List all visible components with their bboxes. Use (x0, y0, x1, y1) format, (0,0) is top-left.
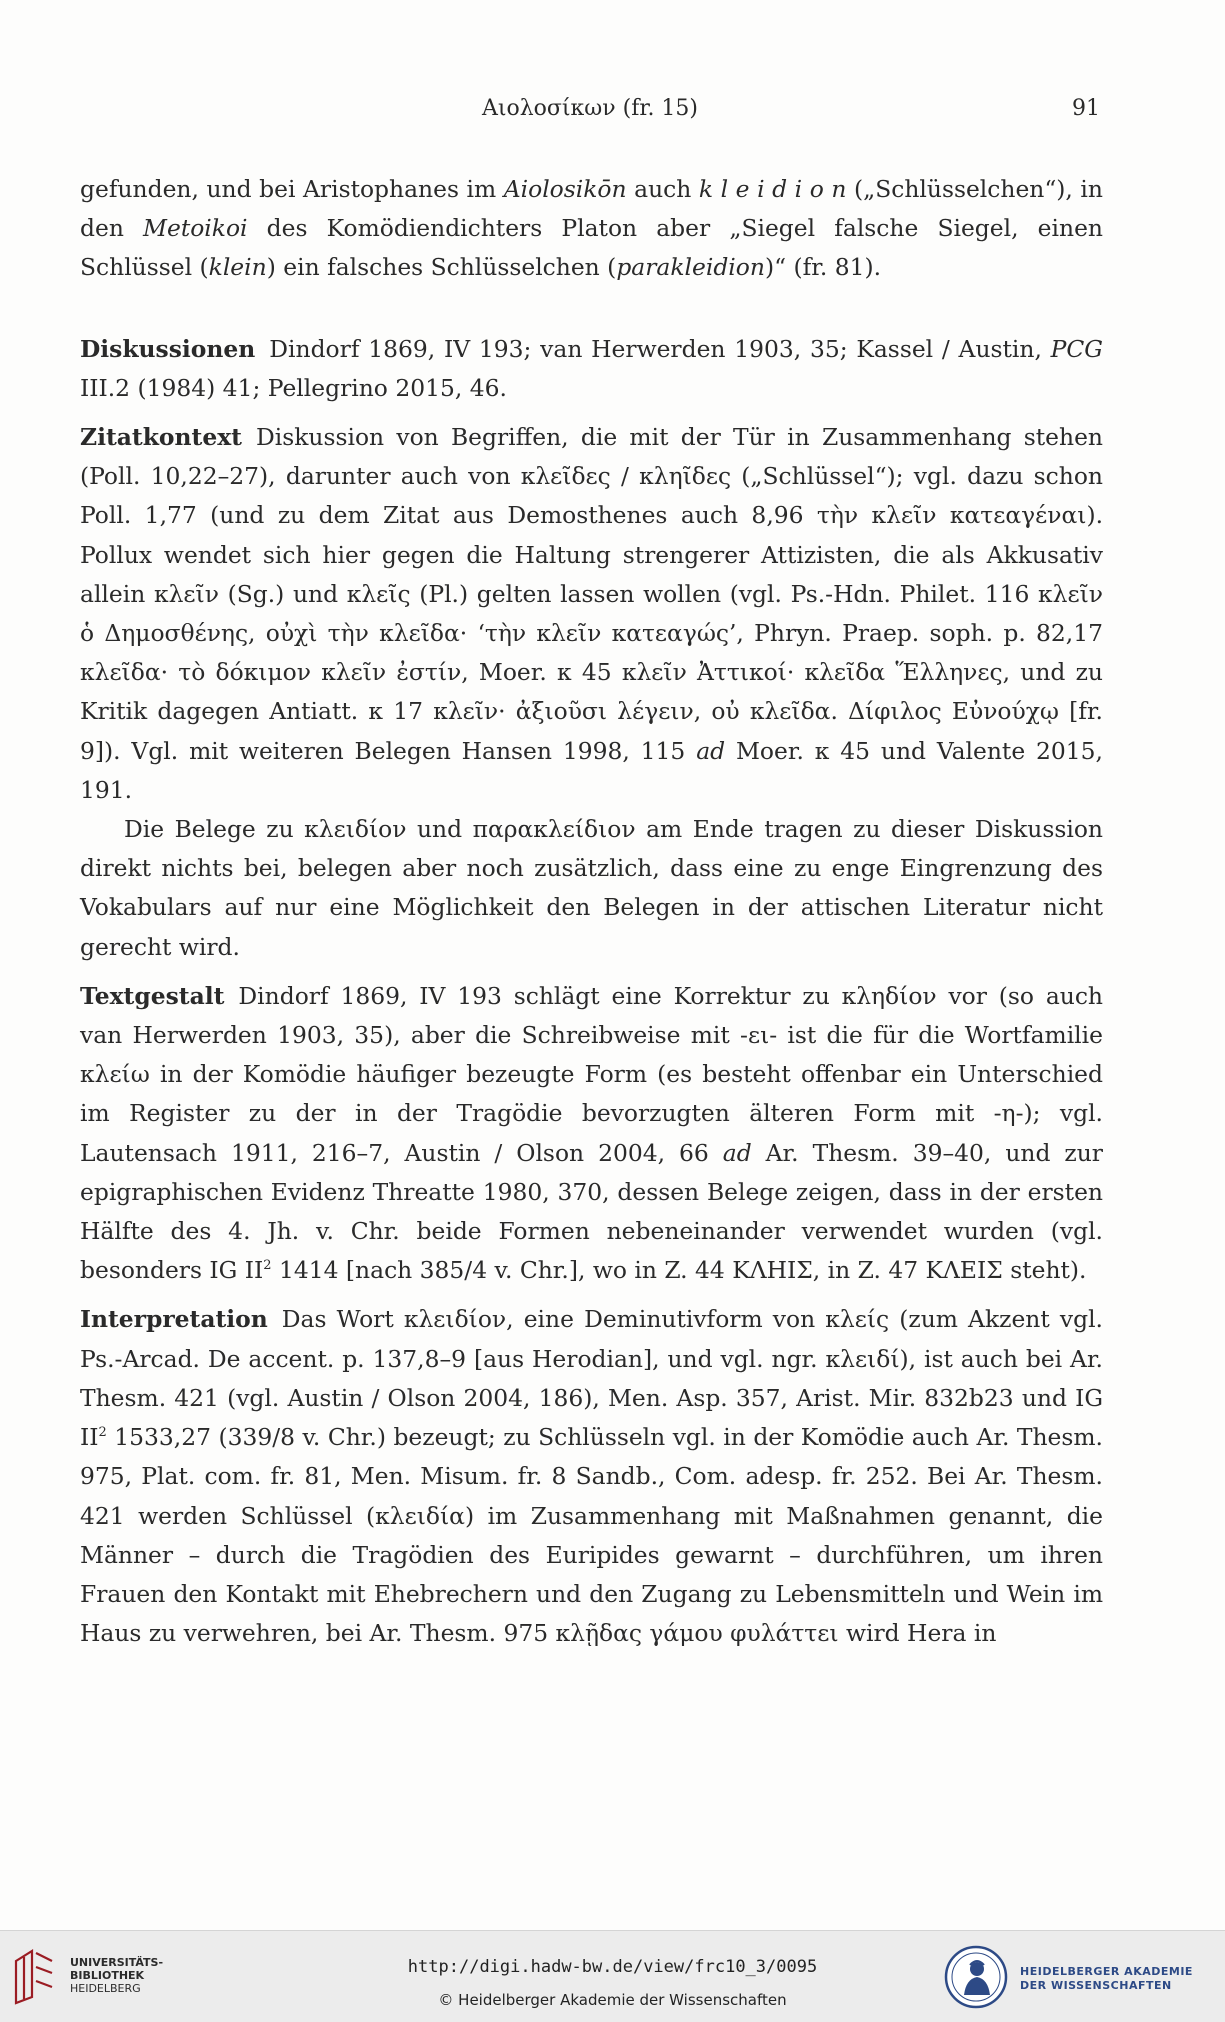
page-body (80, 170, 1103, 1653)
running-head (80, 96, 1100, 128)
zitatkontext-paragraph-2: Die Belege zu κλειδίον und παρακλείδιον am Ende tragen zu dieser Diskussion direkt nichts bei, belegen aber noch zusätzlich, dass eine zu enge Eingrenzung des Vokabulars auf nur eine Möglichkeit den Belegen in der attischen Literatur nicht gerecht wird. (80, 815, 1103, 961)
permalink-url[interactable]: http://digi.hadw-bw.de/view/frc10_3/0095 (407, 1957, 818, 1977)
academy-name: HEIDELBERGER AKADEMIE DER WISSENSCHAFTEN (1020, 1965, 1193, 1992)
running-title: Αιολοσίκων (fr. 15) (481, 96, 699, 121)
section-textgestalt: Textgestalt Dindorf 1869, IV 193 schlägt eine Korrektur zu κληδίον vor (so auch van Herwerden 1903, 35), aber die Schreibweise mit -ει- ist die für die Wortfamilie κλείω in der Komödie häufiger bezeugte Form (es besteht offenbar ein Unterschied im Register zu der in der Tragödie bevorzugten älteren Form mit -η-); vgl. Lautensach 1911, 216–7, Austin / Olson 2004, 66 ad Ar. Thesm. 39–40, und zur epigraphischen Evidenz Threatte 1980, 370, dessen Belege zeigen, dass in der ersten Hälfte des 4. Jh. v. Chr. beide Formen nebeneinander verwendet wurden (vgl. besonders IG $II^2$ 1414 [nach 385/4 v. Chr.], wo in Z. 44 ΚΛΗΙΣ, in Z. 47 ΚΛΕΙΣ steht). (80, 981, 1103, 1285)
academy-seal-icon[interactable] (944, 1945, 1008, 2009)
intro-paragraph: gefunden, und bei Aristophanes im Aiolosikōn auch k l e i d i o n („Schlüsselchen“), in den Metoikoi des Komödiendichters Platon aber „Siegel falsche Siegel, einen Schlüssel (klein) ein falsches Schlüsselchen (parakleidion)“ (fr. 81). (80, 175, 1103, 282)
section-diskussionen: Diskussionen Dindorf 1869, IV 193; van Herwerden 1903, 35; Kassel / Austin, PCG III.2 (1984) 41; Pellegrino 2015, 46. (80, 334, 1103, 402)
page-number: 91 (1072, 96, 1100, 121)
copyright-notice: © Heidelberger Akademie der Wissenschaften (438, 1991, 787, 2009)
viewer-footer (0, 1930, 1225, 2022)
section-label: Textgestalt (80, 981, 225, 1010)
section-zitatkontext: Zitatkontext Diskussion von Begriffen, die mit der Tür in Zusammenhang stehen (Poll. 10,22–27), darunter auch von κλεῖδες / κληῖδες („Schlüssel“); vgl. dazu schon Poll. 1,77 (und zu dem Zitat aus Demosthenes auch 8,96 τὴν κλεῖν κατεαγέναι). Pollux wendet sich hier gegen die Haltung strengerer Attizisten, die als Akkusativ allein κλεῖν (Sg.) und κλεῖς (Pl.) gelten lassen wollen (vgl. Ps.-Hdn. Philet. 116 κλεῖν ὁ Δημοσθένης, οὐχὶ τὴν κλεῖδα· ‘τὴν κλεῖν κατεαγώς’, Phryn. Praep. soph. p. 82,17 κλεῖδα· τὸ δόκιμον κλεῖν ἐστίν, Moer. κ 45 κλεῖν Ἀττικοί· κλεῖδα Ἕλληνες, und zu Kritik dagegen Antiatt. κ 17 κλεῖν· ἀξιοῦσι λέγειν, οὐ κλεῖδα. Δίφιλος Εὐνούχῳ [fr. 9]). Vgl. mit weiteren Belegen Hansen 1998, 115 ad Moer. κ 45 und Valente 2015, 191. (80, 423, 1103, 804)
section-label: Zitatkontext (80, 423, 242, 452)
section-label: Interpretation (80, 1305, 268, 1334)
section-label: Diskussionen (80, 334, 256, 363)
section-interpretation: Interpretation Das Wort κλειδίον, eine Deminutivform von κλείς (zum Akzent vgl. Ps.-Arcad. De accent. p. 137,8–9 [aus Herodian], und vgl. ngr. κλειδί), ist auch bei Ar. Thesm. 421 (vgl. Austin / Olson 2004, 186), Men. Asp. 357, Arist. Mir. 832b23 und IG $II^2$ 1533,27 (339/8 v. Chr.) bezeugt; zu Schlüsseln vgl. in der Komödie auch Ar. Thesm. 975, Plat. com. fr. 81, Men. Misum. fr. 8 Sandb., Com. adesp. fr. 252. Bei Ar. Thesm. 421 werden Schlüssel (κλειδία) im Zusammenhang mit Maßnahmen genannt, die Männer – durch die Tragödien des Euripides gewarnt – durchführen, um ihren Frauen den Kontakt mit Ehebrechern und den Zugang zu Lebensmitteln und Wein im Haus zu verwehren, bei Ar. Thesm. 975 κλῇδας γάμου φυλάττει wird Hera in (80, 1305, 1103, 1648)
library-name: UNIVERSITÄTS- BIBLIOTHEK HEIDELBERG (70, 1956, 164, 1995)
